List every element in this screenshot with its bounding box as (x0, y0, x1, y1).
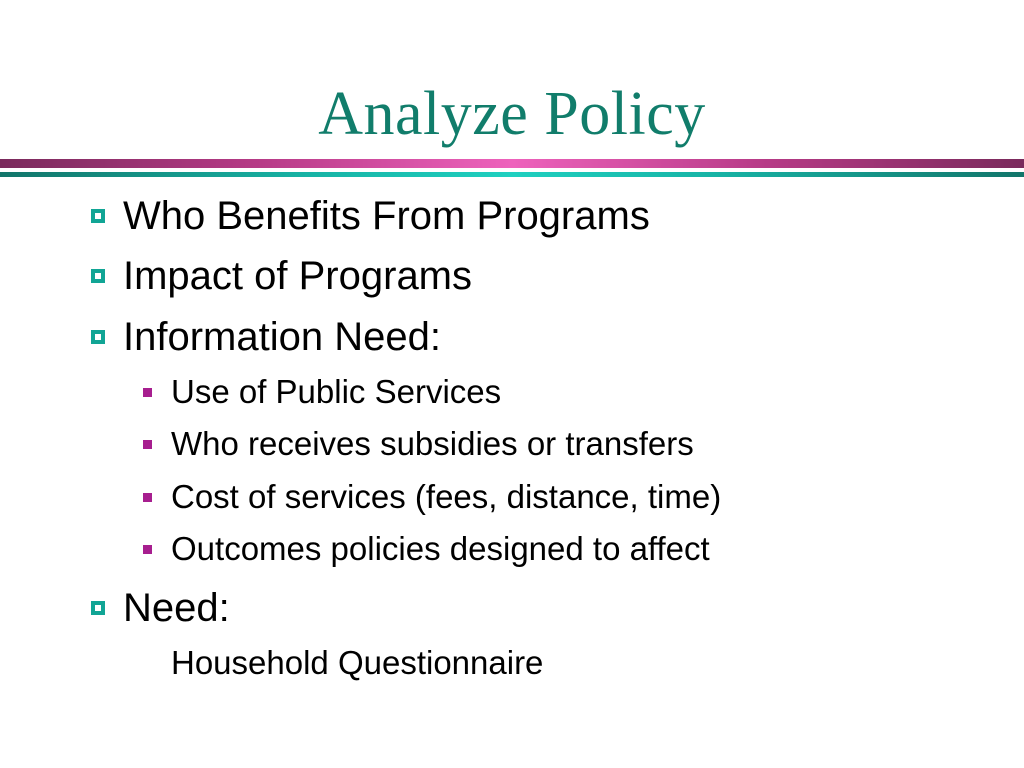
sub-bullet-item (143, 478, 721, 516)
bullet-item (91, 252, 472, 300)
bullet-item (91, 584, 230, 632)
bullet-item (91, 313, 441, 361)
hollow-square-icon (91, 601, 105, 615)
sub-bullet-text: Use of Public Services (171, 373, 502, 410)
sub-bullet-text: Outcomes policies designed to affect (171, 530, 710, 567)
filled-square-icon (143, 388, 152, 397)
sub-bullet-item (143, 530, 710, 568)
slide-title: Analyze Policy (318, 80, 706, 148)
hollow-square-icon (91, 269, 105, 283)
bullet-text: Who Benefits From Programs (123, 194, 650, 238)
sub-bullet-text: Who receives subsidies or transfers (171, 425, 694, 462)
filled-square-icon (143, 545, 152, 554)
bullet-text: Impact of Programs (123, 254, 473, 298)
title-divider-teal (0, 172, 1024, 177)
filled-square-icon (143, 440, 152, 449)
sub-bullet-text: Cost of services (fees, distance, time) (171, 478, 722, 515)
bullet-text: Need: (123, 586, 230, 630)
bullet-text: Information Need: (123, 315, 441, 359)
title-divider-magenta (0, 159, 1024, 168)
indented-note: Household Questionnaire (171, 644, 544, 681)
bullet-item (91, 192, 650, 240)
sub-bullet-item (143, 373, 501, 411)
hollow-square-icon (91, 209, 105, 223)
filled-square-icon (143, 493, 152, 502)
sub-bullet-item (143, 425, 694, 463)
hollow-square-icon (91, 330, 105, 344)
